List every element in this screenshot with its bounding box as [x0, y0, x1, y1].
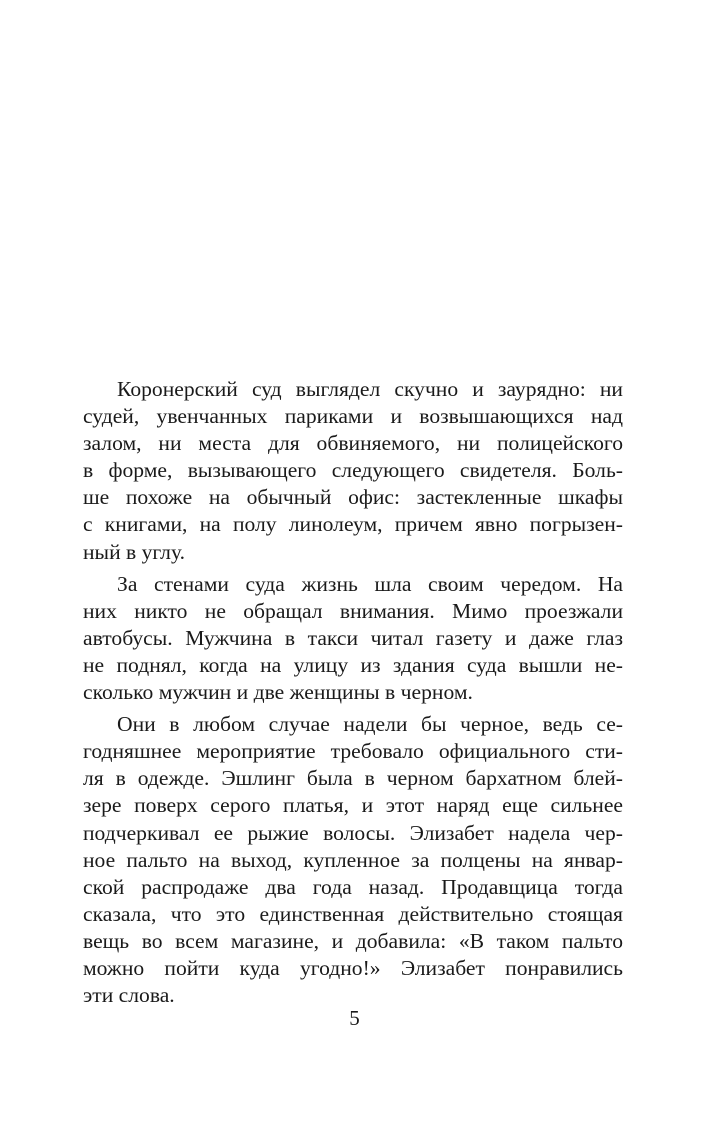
text-line: в форме, вызывающего следующего свидетеля. Боль-: [83, 458, 623, 483]
text-line: автобусы. Мужчина в такси читал газету и даже глаз: [83, 625, 623, 650]
text-line: Они в любом случае надели бы черное, ведь се-: [117, 712, 623, 737]
text-line: ше похоже на обычный офис: застекленные шкафы: [83, 485, 623, 510]
text-line: ской распродаже два года назад. Продавщица тогда: [83, 874, 623, 899]
text-line: залом, ни места для обвиняемого, ни полицейского: [83, 431, 623, 456]
text-line: ный в углу.: [83, 539, 185, 564]
text-line: можно пойти куда угодно!» Элизабет понравились: [83, 955, 623, 980]
text-line: сказала, что это единственная действительно стоящая: [83, 901, 623, 926]
text-line: подчеркивал ее рыжие волосы. Элизабет надела чер-: [83, 820, 623, 845]
text-line: зере поверх серого платья, и этот наряд еще сильнее: [83, 793, 623, 818]
text-line: с книгами, на полу линолеум, причем явно погрызен-: [83, 512, 623, 537]
text-line: сколько мужчин и две женщины в черном.: [83, 680, 473, 705]
text-line: не поднял, когда на улицу из здания суда вышли не-: [83, 652, 623, 677]
text-line: эти слова.: [83, 983, 175, 1008]
page-number: 5: [349, 1006, 360, 1030]
text-line: вещь во всем магазине, и добавила: «В таком пальто: [83, 928, 623, 953]
body-text: [83, 376, 623, 1009]
paragraph-1: [83, 376, 623, 566]
paragraph-3: [83, 711, 623, 1009]
paragraph-2: [83, 571, 623, 706]
text-line: них никто не обращал внимания. Мимо проезжали: [83, 598, 623, 623]
text-line: ля в одежде. Эшлинг была в черном бархатном блей-: [83, 766, 623, 791]
text-line: За стенами суда жизнь шла своим чередом. На: [117, 571, 623, 596]
text-line: ное пальто на выход, купленное за полцены на январ-: [83, 847, 623, 872]
text-line: годняшнее мероприятие требовало официального сти-: [83, 739, 623, 764]
text-line: Коронерский суд выглядел скучно и заурядно: ни: [117, 377, 623, 401]
text-line: судей, увенчанных париками и возвышающихся над: [83, 404, 623, 429]
